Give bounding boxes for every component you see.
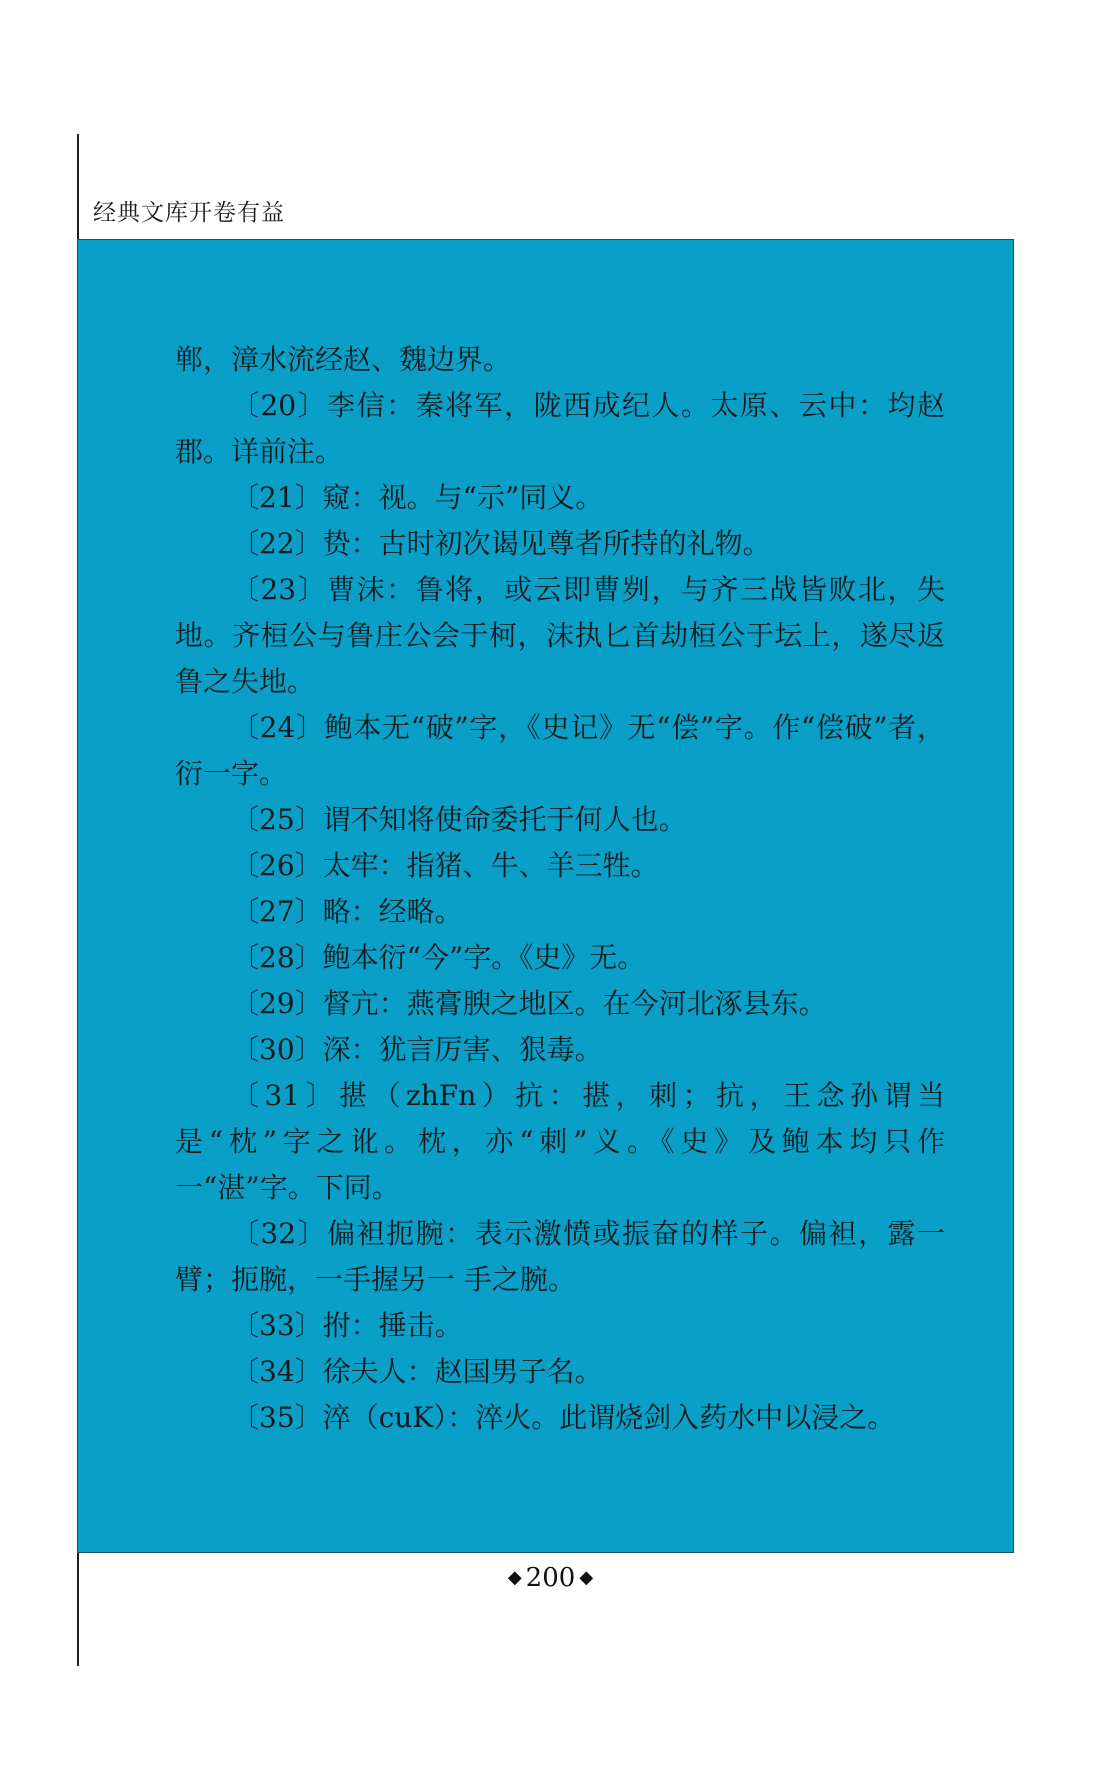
note-item: 〔26〕太牢：指猪、牛、羊三牲。 — [231, 849, 659, 882]
note-continuation: 郸，漳水流经赵、魏边界。 — [175, 343, 512, 376]
page-number: 200 — [525, 1563, 576, 1593]
note-item: 〔23〕曹沫：鲁将，或云即曹刿，与齐三战皆败北，失地。齐桓公与鲁庄公会于柯，沫执匕首劫桓公于坛上，遂尽返鲁之失地。 — [175, 573, 945, 698]
note-item: 〔33〕拊：捶击。 — [231, 1309, 463, 1342]
note-item: 〔21〕窥：视。与“示”同义。 — [231, 481, 604, 514]
diamond-ornament-icon: ◆ — [507, 1567, 522, 1588]
running-header: 经典文库开卷有益 — [93, 200, 285, 226]
note-item: 〔20〕李信：秦将军，陇西成纪人。太原、云中：均赵郡。详前注。 — [175, 389, 945, 468]
annotation-notes — [175, 337, 945, 1441]
note-item: 〔27〕略：经略。 — [231, 895, 463, 928]
note-item: 〔24〕鲍本无“破”字，《史记》无“偿”字。作“偿破”者，衍一字。 — [175, 711, 945, 790]
note-item: 〔35〕淬（cuK）：淬火。此谓烧剑入药水中以浸之。 — [231, 1401, 896, 1434]
note-item: 〔31〕揕（zhFn）抗：揕，刺；抗，王念孙谓当是“枕”字之讹。枕，亦“刺”义。《史》及鲍本均只作一“湛”字。下同。 — [175, 1079, 945, 1204]
note-item: 〔30〕深：犹言厉害、狠毒。 — [231, 1033, 603, 1066]
page-footer — [0, 1563, 1101, 1593]
diamond-ornament-icon: ◆ — [579, 1567, 594, 1588]
note-item: 〔28〕鲍本衍“今”字。《史》无。 — [231, 941, 646, 974]
note-item: 〔29〕督亢：燕膏腴之地区。在今河北涿县东。 — [231, 987, 827, 1020]
note-item: 〔25〕谓不知将使命委托于何人也。 — [231, 803, 687, 836]
note-item: 〔34〕徐夫人：赵国男子名。 — [231, 1355, 603, 1388]
note-item: 〔22〕贽：古时初次谒见尊者所持的礼物。 — [231, 527, 771, 560]
note-item: 〔32〕偏袒扼腕：表示激愤或振奋的样子。偏袒，露一臂；扼腕，一手握另一 手之腕。 — [175, 1217, 945, 1296]
